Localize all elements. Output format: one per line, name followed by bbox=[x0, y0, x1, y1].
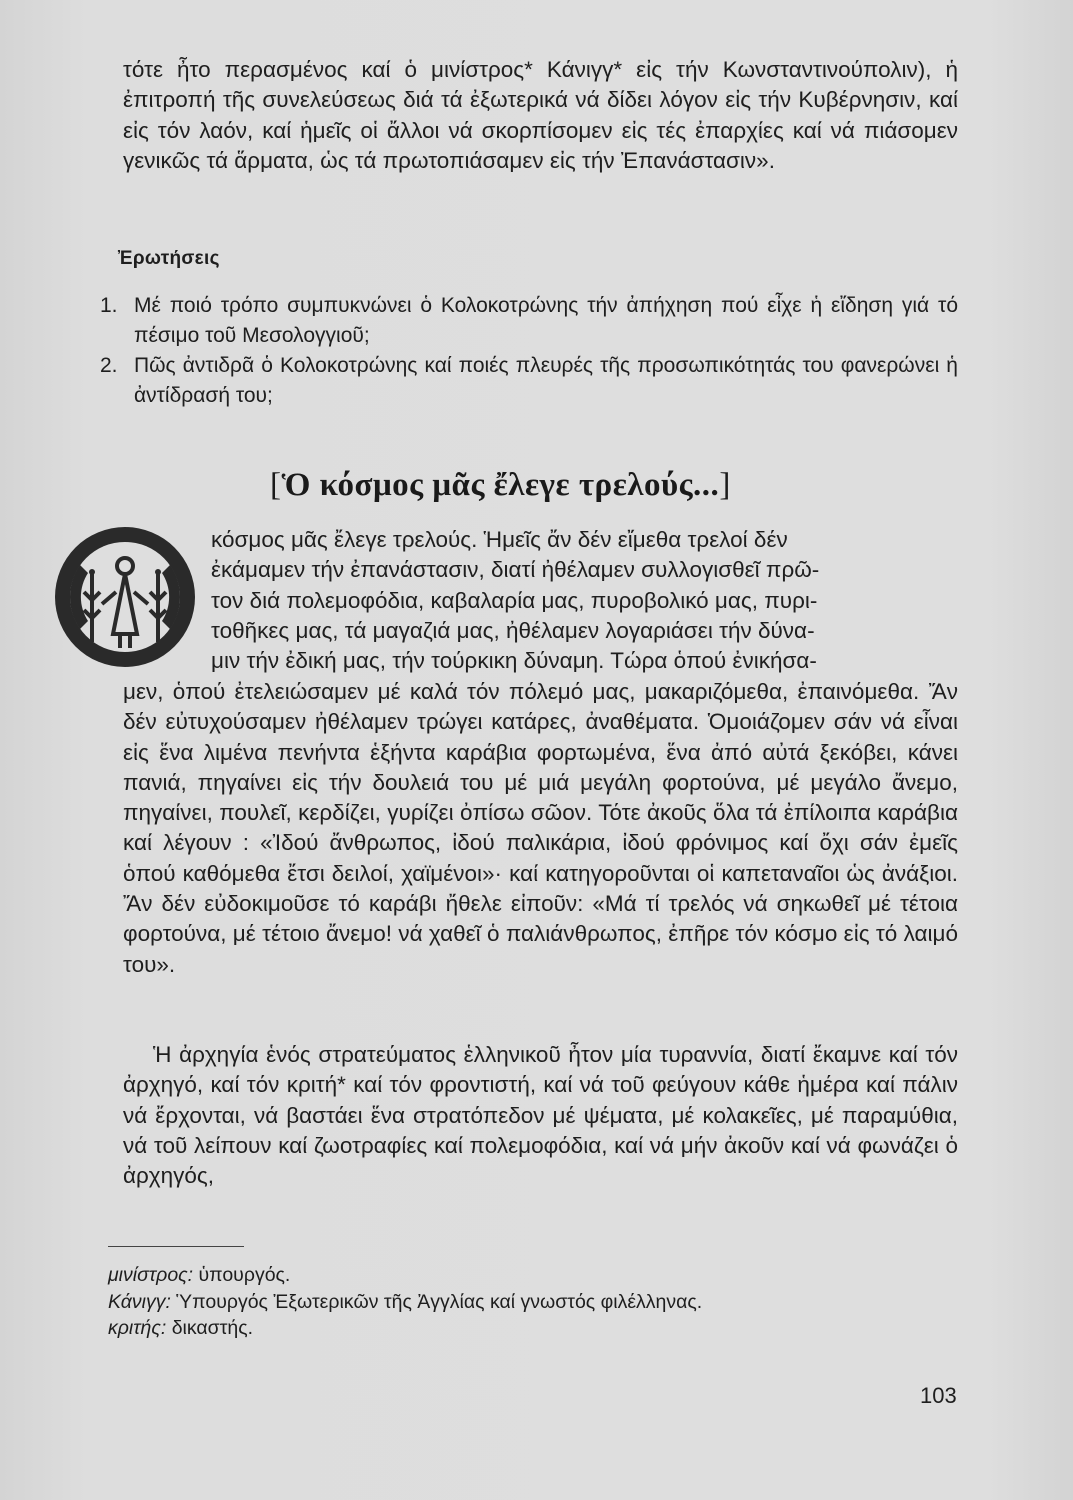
body-paragraph-1: μεν, ὁπού ἐτελειώσαμεν μέ καλά τόν πόλεμό μας, μακαριζόμεθα, ἐπαινόμεθα. Ἄν δέν εὐτυχούσαμεν ἠθέλαμεν τρώγει κατάρες, ἀναθέματα. Ὁμοιάζομεν σάν νά εἶναι εἰς ἕνα λιμένα πενήντα ἑξήντα καράβια φορτωμένα, ἕνα ἀπό αὐτά ξεκόβει, κάνει πανιά, πηγαίνει εἰς τήν δουλειά του μέ μιά μεγάλη φορτούνα, μέ μεγάλο ἄνεμο, πηγαίνει, πουλεῖ, κερδίζει, γυρίζει ὀπίσω σῶον. Τότε ἀκοῦς ὅλα τά ἐπίλοιπα καράβια καί λέγουν : «Ἰδού ἄνθρωπος, ἰδού παλικάρια, ἰδού φρόνιμος καί ὄχι σάν ἐμεῖς ὁπού καθόμεθα ἔτσι δειλοί, χαϊμένοι»· καί κατηγοροῦνται οἱ καπεταναῖοι ὡς ἀνάξιοι. Ἄν δέν εὐδοκιμοῦσε τό καράβι ἤθελε εἰποῦν: «Μά τί τρελός νά σηκωθεῖ μέ τέτοια φορτούνα, μέ τέτοιο ἄνεμο! νά χαθεῖ ὁ παλιάνθρωπος, ἐπῆρε τόν κόσμο εἰς τό λαιμό του». bbox=[123, 679, 958, 977]
page-number: 103 bbox=[920, 1383, 957, 1408]
section-title bbox=[270, 467, 731, 504]
footnote-definition: ὑπουργός. bbox=[193, 1264, 291, 1286]
question-number: 2. bbox=[100, 354, 118, 377]
footnotes bbox=[108, 1262, 968, 1342]
question-text: Μέ ποιό τρόπο συμπυκνώνει ὁ Κολοκοτρώνης τήν ἀπήχηση πού εἶχε ἡ εἴδηση γιά τό πέσιμο τοῦ Μεσολογγιοῦ; bbox=[134, 294, 958, 347]
footnote-definition: δικαστής. bbox=[166, 1317, 254, 1339]
drop-cap-emblem-icon bbox=[50, 522, 200, 672]
opening-line: τοθῆκες μας, τά μαγαζιά μας, ἠθέλαμεν λογαριάσει τήν δύνα- bbox=[211, 617, 815, 643]
footnote-term: Κάνιγγ: bbox=[108, 1290, 171, 1313]
opening-line: τον διά πολεμοφόδια, καβαλαρία μας, πυροβολικό μας, πυρι- bbox=[211, 587, 818, 613]
footnote bbox=[108, 1315, 968, 1342]
questions-heading: Ἐρωτήσεις bbox=[118, 248, 220, 269]
section-title-text: Ὁ κόσμος μᾶς ἔλεγε τρελούς... bbox=[281, 467, 720, 503]
footnote-term: κριτής: bbox=[108, 1317, 167, 1339]
body-paragraph-2: Ἡ ἀρχηγία ἑνός στρατεύματος ἑλληνικοῦ ἦτον μία τυραννία, διατί ἔκαμνε καί τόν ἀρχηγό, καί τόν κριτή* καί τόν φροντιστή, καί νά τοῦ φεύγουν κάθε ἡμέρα καί πάλιν νά ἔρχονται, νά βαστάει ἕνα στρατόπεδον μέ ψέματα, μέ κολακεῖες, μέ παραμύθια, νά τοῦ λείπουν καί ζωοτραφίες καί πολεμοφόδια, καί νά μήν ἀκοῦν καί νά φωνάζει ὁ ἀρχηγός, bbox=[123, 1042, 958, 1189]
opening-line: μιν τήν ἐδική μας, τήν τούρκικη δύναμη. Τώρα ὁπού ἐνικήσα- bbox=[211, 648, 817, 674]
footnote-term: μινίστρος: bbox=[108, 1264, 194, 1286]
opening-line: ἐκάμαμεν τήν ἐπανάστασιν, διατί ἠθέλαμεν συλλογισθεῖ πρῶ- bbox=[211, 557, 820, 583]
bracket-open: [ bbox=[270, 467, 282, 503]
footnote-definition: Ὑπουργός Ἐξωτερικῶν τῆς Ἀγγλίας καί γνωστός φιλέλληνας. bbox=[170, 1290, 703, 1313]
footnote-divider bbox=[108, 1246, 244, 1247]
question-item bbox=[100, 351, 958, 411]
questions-list bbox=[100, 291, 958, 411]
footnote bbox=[108, 1262, 968, 1289]
opening-lines bbox=[211, 525, 958, 676]
question-item bbox=[100, 291, 958, 351]
bracket-close: ] bbox=[719, 467, 731, 503]
question-text: Πῶς ἀντιδρᾶ ὁ Κολοκοτρώνης καί ποιές πλευρές τῆς προσωπικότητάς του φανερώνει ἡ ἀντίδρασή του; bbox=[134, 354, 958, 407]
top-paragraph: τότε ἦτο περασμένος καί ὁ μινίστρος* Κάνιγγ* εἰς τήν Κωνσταντινούπολιν), ἡ ἐπιτροπή τῆς συνελεύσεως διά τά ἐξωτερικά νά δίδει λόγον εἰς τήν Κυβέρνησιν, καί εἰς τόν λαόν, καί ἡμεῖς οἱ ἄλλοι νά σκορπίσομεν εἰς τές ἐπαρχίες καί νά πιάσομεν γενικῶς τά ἅρματα, ὡς τά πρωτοπιάσαμεν εἰς τήν Ἐπανάστασιν». bbox=[123, 57, 958, 173]
footnote bbox=[108, 1289, 968, 1316]
question-number: 1. bbox=[100, 294, 118, 317]
opening-line: κόσμος μᾶς ἔλεγε τρελούς. Ἡμεῖς ἄν δέν εἴμεθα τρελοί δέν bbox=[211, 527, 788, 552]
